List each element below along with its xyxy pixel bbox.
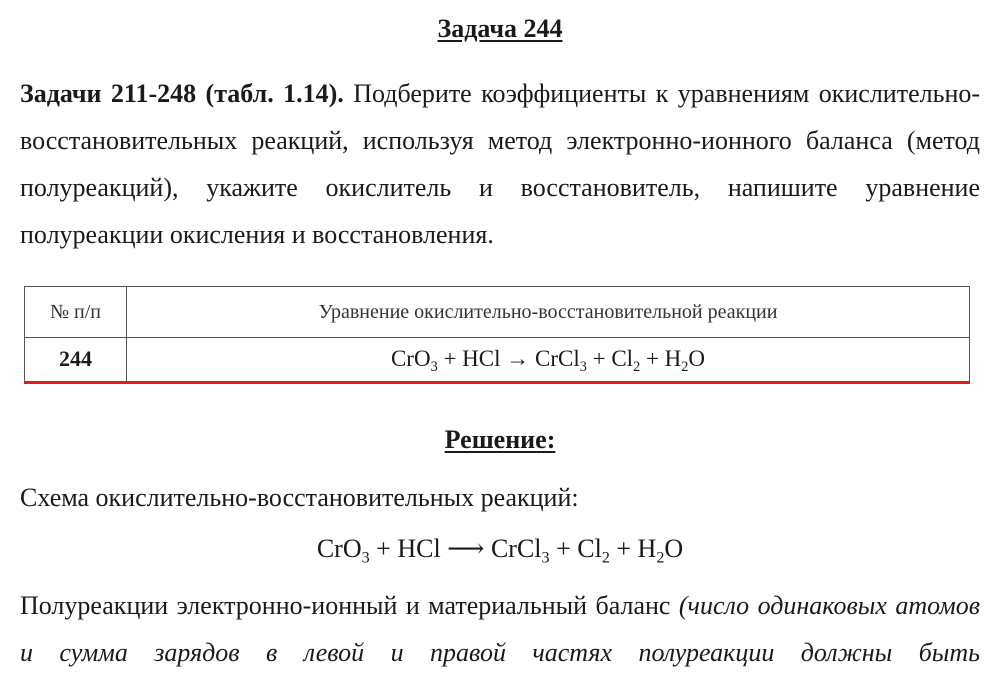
header-equation: Уравнение окислительно-восстановительной реакции <box>318 301 778 323</box>
half-reactions-note-2: атомов и сумма зарядов в левой и правой частях полуреакции должны быть <box>20 591 981 667</box>
statement-line-1: Подберите коэффициенты к уравнениям <box>353 79 810 108</box>
row-equation <box>127 338 969 380</box>
header-number: № п/п <box>49 301 102 323</box>
statement-line-3: баланса (метод полуреакций), укажите окислитель и восстановитель, напишите <box>20 126 981 202</box>
half-reactions-text: Полуреакции электронно-ионный и материальный баланс <box>20 591 671 620</box>
solution-heading: Решение: <box>444 425 556 454</box>
half-reactions-note-1: (число одинаковых <box>678 591 887 620</box>
task-title: Задача 244 <box>437 14 563 43</box>
table-header-row <box>25 287 969 338</box>
table-row <box>25 338 969 380</box>
reaction-table <box>24 286 970 382</box>
scheme-equation-text: CrO$_3$ + HCl ⟶ CrCl$_3$ + $Cl_2 + H_2O$ <box>316 534 684 567</box>
scheme-label: Схема окислительно-восстановительных реакций: <box>20 483 579 512</box>
scheme-equation <box>0 534 1000 568</box>
row-number: 244 <box>59 346 92 371</box>
statement-line-2: окислительно-восстановительных реакций, используя метод электронно-ионного <box>20 79 981 155</box>
half-reactions-paragraph <box>20 582 980 676</box>
task-range-label: Задачи 211-248 (табл. 1.14). <box>20 79 344 108</box>
task-statement <box>20 70 980 258</box>
spellcheck-underline <box>24 381 970 384</box>
row-equation-text: CrO$_3$ + HCl → CrCl$_3$ + $Cl_2 + H_2O$ <box>390 346 706 375</box>
statement-line-4: уравнение полуреакции окисления и восстановления. <box>20 173 981 249</box>
